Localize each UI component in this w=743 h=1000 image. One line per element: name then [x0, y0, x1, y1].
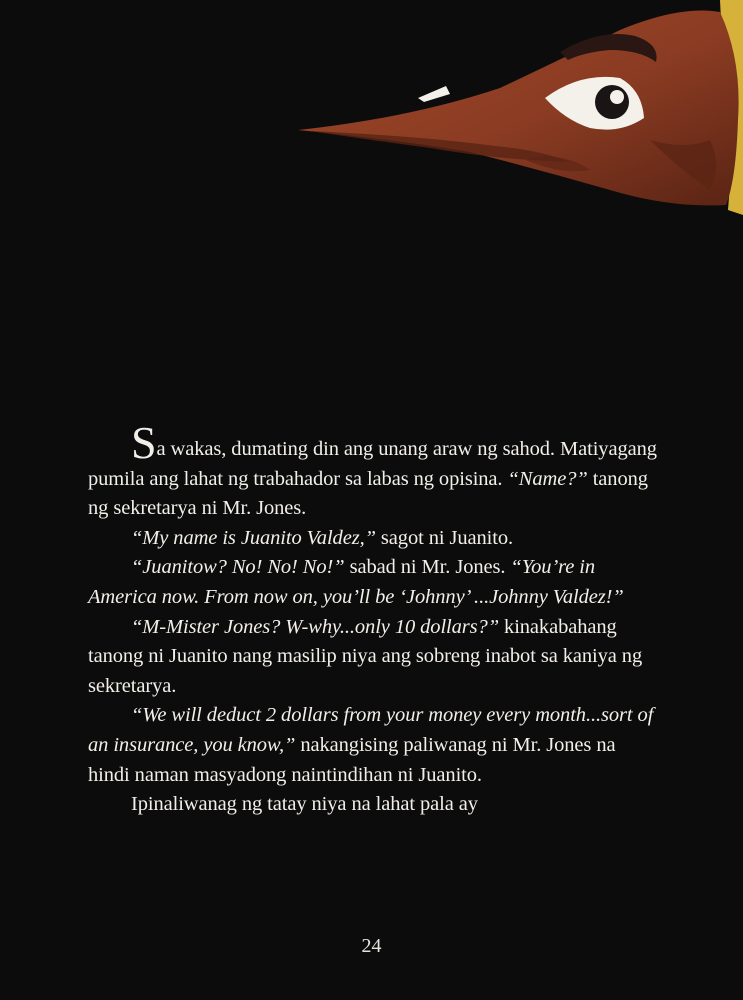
drop-cap: S	[131, 417, 157, 468]
paragraph-2-italic: “My name is Juanito Valdez,”	[131, 526, 376, 549]
paragraph-4-italic: “M-Mister Jones? W-why...only 10 dollars?”	[131, 615, 500, 638]
nose-highlight	[418, 86, 450, 102]
paragraph-2	[88, 524, 660, 554]
paragraph-3-italic-a: “Juanitow? No! No! No!”	[131, 556, 345, 579]
paragraph-3	[88, 553, 660, 612]
paragraph-5	[88, 701, 660, 790]
eye-pupil	[595, 85, 629, 119]
paragraph-1-text-a: a wakas, dumating din ang unang araw ng sahod. Matiyagang pumila ang lahat ng trabahador sa labas ng opisina.	[88, 438, 657, 490]
page-number: 24	[361, 935, 382, 957]
paragraph-2-text: sagot ni Juanito.	[375, 526, 514, 549]
wooden-face-drawing	[290, 0, 743, 215]
paragraph-1-italic: “Name?”	[507, 467, 588, 490]
eye-glint	[610, 90, 624, 104]
paragraph-4-text: kinakabahang tanong ni Juanito nang masilip niya ang sobreng inabot sa kaniya ng sekretarya.	[88, 615, 643, 697]
carved-face-shape	[298, 10, 739, 205]
paragraph-4	[88, 613, 660, 702]
paragraph-3-text: sabad ni Mr. Jones.	[344, 556, 511, 579]
paragraph-3-italic-b: “You’re in America now. From now on, you’ll be ‘Johnny’ ...Johnny Valdez!”	[88, 556, 624, 608]
paragraph-5-text: nakangising paliwanag ni Mr. Jones na hindi naman masyadong naintindihan ni Juanito.	[88, 733, 616, 786]
paragraph-1	[88, 417, 660, 524]
story-text	[88, 417, 660, 820]
wooden-face-illustration	[290, 0, 743, 215]
paragraph-6	[88, 790, 660, 820]
paragraph-1-text-b: tanong ng sekretarya ni Mr. Jones.	[88, 467, 648, 520]
paragraph-5-italic: “We will deduct 2 dollars from your money every month...sort of an insurance, you know,”	[88, 704, 654, 756]
paragraph-6-text: Ipinaliwanag ng tatay niya na lahat pala ay	[131, 793, 478, 816]
